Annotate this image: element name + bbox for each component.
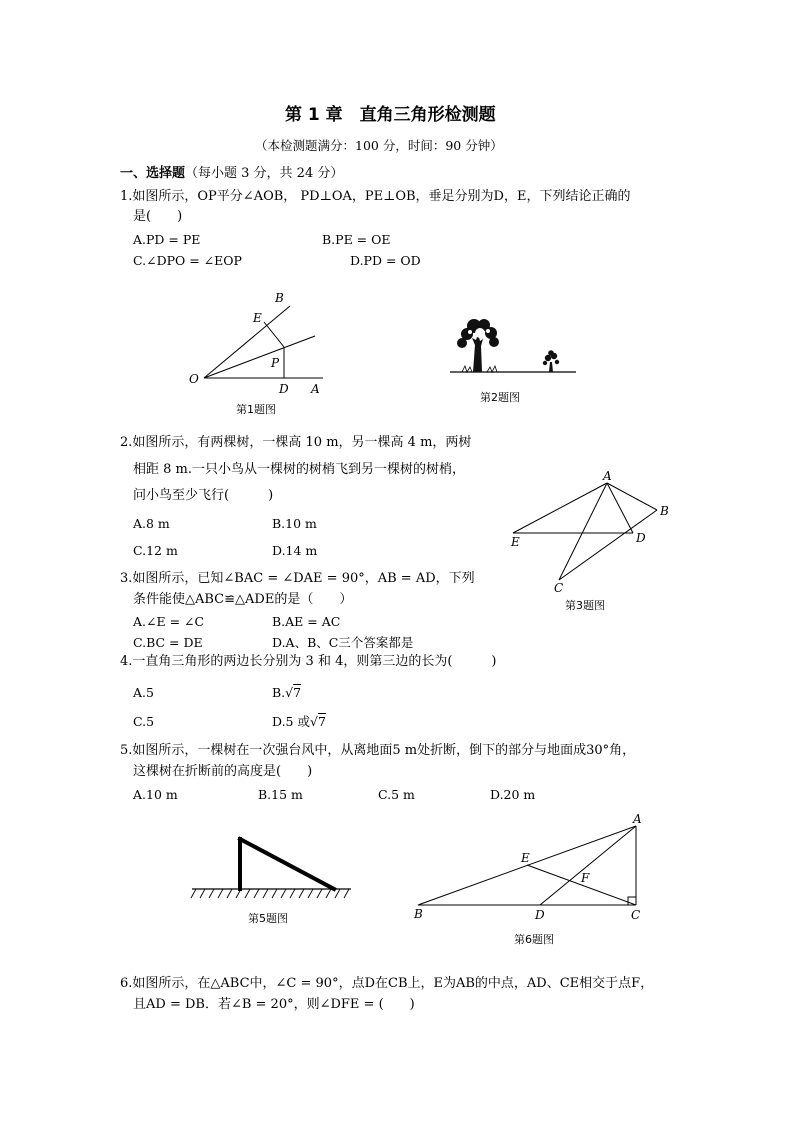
page-title: 第 1 章 直角三角形检测题 bbox=[285, 105, 496, 125]
fig6-label-e: E bbox=[521, 851, 530, 865]
q3-option-c: C.BC = DE bbox=[133, 635, 203, 650]
fig1-label-o: O bbox=[189, 372, 199, 386]
q5-option-a: A.10 m bbox=[133, 787, 178, 802]
fig3-label-d: D bbox=[636, 531, 646, 545]
q5-option-c: C.5 m bbox=[378, 787, 415, 802]
q1-option-d: D.PD = OD bbox=[350, 253, 421, 268]
fig5-caption: 第5题图 bbox=[248, 912, 288, 925]
q2-stem-line3: 问小鸟至少飞行( ) bbox=[133, 488, 274, 503]
q4-option-d-radicand: 7 bbox=[317, 714, 326, 729]
q2-option-a: A.8 m bbox=[133, 516, 170, 531]
fig6-label-f: F bbox=[581, 871, 590, 885]
q2-option-c: C.12 m bbox=[133, 543, 178, 558]
q5-option-b: B.15 m bbox=[258, 787, 303, 802]
q3-option-d: D.A、B、C三个答案都是 bbox=[272, 635, 414, 650]
fig3-label-a: A bbox=[603, 469, 612, 483]
fig6-label-d: D bbox=[535, 908, 545, 922]
fig3-caption: 第3题图 bbox=[565, 599, 605, 612]
fig3-label-c: C bbox=[554, 581, 564, 595]
q4-option-d-prefix: D.5 或 bbox=[272, 714, 310, 729]
q4-option-d: D.5 或√7 bbox=[272, 714, 326, 729]
q1-stem-line1: 1.如图所示，OP平分∠AOB， PD⊥OA，PE⊥OB，垂足分别为D，E，下列结论正确的 bbox=[120, 189, 631, 204]
fig2-caption: 第2题图 bbox=[480, 391, 520, 404]
fig3-label-e: E bbox=[511, 535, 520, 549]
q6-stem-line2: 且AD = DB．若∠B = 20°，则∠DFE = ( ) bbox=[133, 997, 415, 1012]
q4-option-c: C.5 bbox=[133, 714, 155, 729]
section-note: （每小题 3 分，共 24 分） bbox=[185, 166, 344, 181]
page-subtitle: （本检测题满分：100 分，时间：90 分钟） bbox=[255, 138, 503, 153]
fig6-segment-da bbox=[540, 826, 636, 905]
q2-stem-line1: 2.如图所示，有两棵树，一棵高 10 m，另一棵高 4 m，两树 bbox=[120, 435, 472, 450]
q2-stem-line2: 相距 8 m.一只小鸟从一棵树的树梢飞到另一棵树的树梢， bbox=[133, 462, 465, 477]
q4-stem: 4.一直角三角形的两边长分别为 3 和 4，则第三边的长为( ) bbox=[120, 654, 497, 669]
q5-option-d: D.20 m bbox=[490, 787, 536, 802]
q4-option-b-radicand: 7 bbox=[293, 685, 302, 700]
fig6-label-c: C bbox=[631, 908, 641, 922]
fig1-caption: 第1题图 bbox=[236, 403, 276, 416]
q2-option-d: D.14 m bbox=[272, 543, 318, 558]
q5-stem-line1: 5.如图所示，一棵树在一次强台风中，从离地面5 m处折断，倒下的部分与地面成30°角， bbox=[120, 743, 636, 758]
q3-option-a: A.∠E = ∠C bbox=[133, 614, 205, 629]
q4-option-b: B.√7 bbox=[272, 685, 302, 700]
q5-stem-line2: 这棵树在折断前的高度是( ) bbox=[133, 764, 313, 779]
fig6-caption: 第6题图 bbox=[514, 933, 554, 946]
q4-option-a: A.5 bbox=[133, 685, 154, 700]
q6-stem-line1: 6.如图所示，在△ABC中，∠C = 90°，点D在CB上，E为AB的中点，AD、CE相交于点F， bbox=[120, 976, 654, 991]
section-name: 一、选择题 bbox=[120, 166, 186, 181]
q4-option-b-prefix: B. bbox=[272, 685, 286, 700]
q1-stem-line2: 是( ) bbox=[133, 209, 183, 224]
fig6-label-a: A bbox=[633, 812, 642, 826]
fig1-label-p: P bbox=[271, 356, 280, 370]
fig1-label-a: A bbox=[311, 382, 320, 396]
fig6-label-b: B bbox=[414, 907, 423, 921]
fig1-label-d: D bbox=[279, 382, 289, 396]
q1-option-a: A.PD = PE bbox=[133, 232, 201, 247]
q3-option-b: B.AE = AC bbox=[272, 614, 341, 629]
q1-option-c: C.∠DPO = ∠EOP bbox=[133, 253, 242, 268]
q3-stem-line1: 3.如图所示，已知∠BAC = ∠DAE = 90°，AB = AD，下列 bbox=[120, 571, 475, 586]
q1-option-b: B.PE = OE bbox=[322, 232, 391, 247]
q2-option-b: B.10 m bbox=[272, 516, 317, 531]
fig1-label-b: B bbox=[275, 291, 284, 305]
fig1-label-e: E bbox=[253, 311, 262, 325]
fig3-label-b: B bbox=[660, 504, 669, 518]
q3-stem-line2: 条件能使△ABC≌△ADE的是（ ） bbox=[133, 592, 353, 607]
